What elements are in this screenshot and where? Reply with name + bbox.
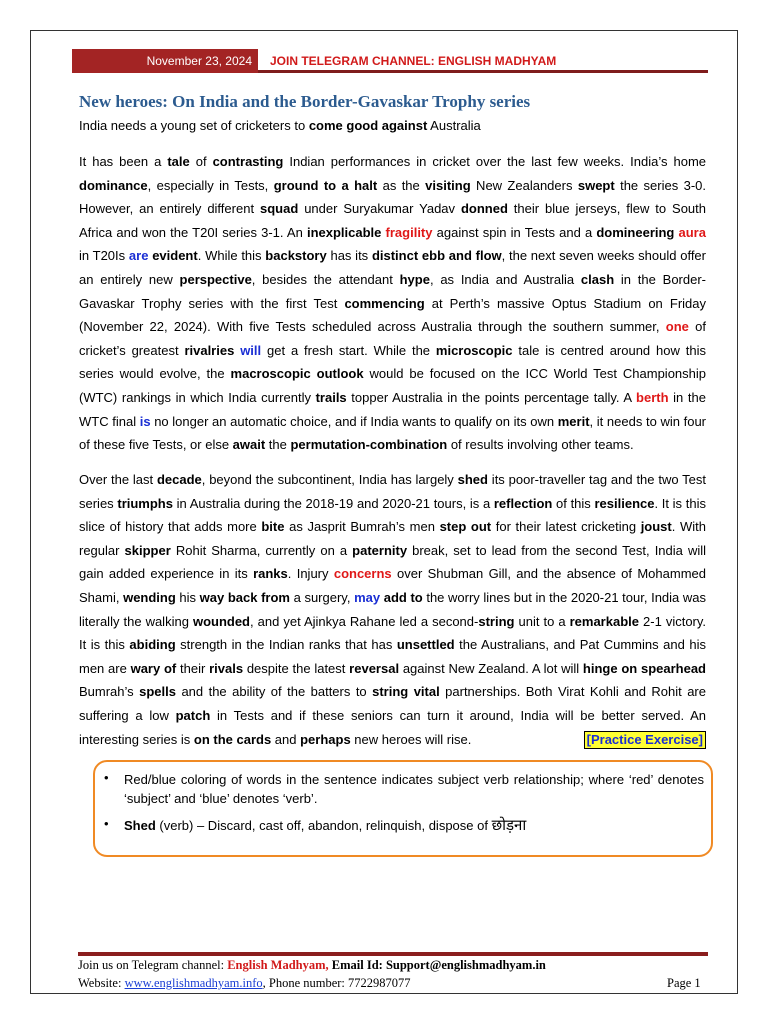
vocab-highlight: dominance [79,177,148,193]
vocab-definition: (verb) – Discard, cast off, abandon, relinquish, dispose of [155,818,492,833]
subject-word: fragility [385,224,433,240]
vocab-highlight: wary of [130,660,177,676]
vocab-highlight: trails [315,389,347,405]
bullet-icon: • [104,770,109,785]
verb-word: will [240,342,262,358]
article-subtitle [79,118,481,133]
header-telegram-cta: JOIN TELEGRAM CHANNEL: ENGLISH MADHYAM [270,54,557,68]
vocab-hindi: छोड़ना [491,817,527,834]
vocab-highlight: spells [139,684,176,700]
vocab-highlight: on the cards [193,731,272,747]
vocab-highlight: reversal [349,660,400,676]
article-paragraph-2: Over the last decade, beyond the subcontinent, India has largely shed its poor-traveller tag and the two Test series triumphs in Australia during the 2018-19 and 2020-21 tours, is a reflection of this resilience. It is this slice of history that adds more bite as Jasprit Bumrah’s men step out for their latest cricketing joust. With regular skipper Rohit Sharma, currently on a paternity break, set to lead from the second Test, India will gain added experience in its ranks. Injury concerns over Shubman Gill, and the absence of Mohammed Shami, wending his way back from a surgery, may add to the worry lines but in the 2020-21 tour, India was literally the walking wounded, and yet Ajinkya Rahane led a second-string unit to a remarkable 2-1 victory. It is this abiding strength in the Indian ranks that has unsettled the Australians, and Pat Cummins and his men are wary of their rivals despite the latest reversal against New Zealand. A lot will hinge on spearhead Bumrah’s spells and the ability of the batters to string vital partnerships. Both Virat Kohli and Rohit are suffering a low patch in Tests and if these seniors can turn it around, India will be better served. An interesting series is on the cards and perhaps new heroes will rise. [Practice Exercise] [79,472,707,747]
vocab-highlight: merit [557,413,590,429]
subtitle-text-end: Australia [427,118,481,133]
vocab-highlight: hinge on spearhead [582,660,706,676]
footer-line-1 [78,958,546,973]
vocab-highlight: reflection [493,495,553,511]
vocab-highlight: ground to a halt [273,177,378,193]
vocab-highlight: rivalries [184,342,235,358]
footer-line-2 [78,976,411,991]
vocab-highlight: domineering [596,224,675,240]
subject-word: berth [636,389,669,405]
vocab-highlight: shed [457,472,488,487]
subject-word: aura [678,224,706,240]
footer-channel[interactable]: English Madhyam, [227,958,329,972]
vocab-highlight: contrasting [212,154,284,169]
vocab-highlight: ranks [253,566,288,582]
vocab-highlight: tale [167,154,190,169]
vocab-highlight: permutation-combination [290,437,448,453]
vocab-highlight: way back from [199,589,290,605]
subtitle-text: India needs a young set of cricketers to [79,118,309,133]
vocab-highlight: triumphs [117,495,173,511]
vocab-highlight: remarkable [569,613,639,629]
vocab-highlight: perspective [179,271,252,287]
vocab-highlight: skipper [124,542,171,558]
vocab-highlight: microscopic [435,342,513,358]
vocab-highlight: patch [175,707,211,723]
vocab-highlight: inexplicable [306,224,382,240]
vocab-highlight: squad [259,201,299,217]
article-paragraph-1: It has been a tale of contrasting Indian performances in cricket over the last few weeks. India’s home dominance, especially in Tests, ground to a halt as the visiting New Zealanders swept the series 3-0. However, an entirely different squad under Suryakumar Yadav donned their blue jerseys, flew to South Africa and won the T20I series 3-1. An inexplicable fragility against spin in Tests and a domineering aura in T20Is are evident. While this backstory has its distinct ebb and flow, the next seven weeks should offer an entirely new perspective, besides the attendant hype, as India and Australia clash in the Border-Gavaskar Trophy series with the first Test commencing at Perth’s massive Optus Stadium on Friday (November 22, 2024). With five Tests scheduled across Australia through the southern summer, one of cricket’s greatest rivalries will get a fresh start. While the microscopic tale is centred around how this series would evolve, the macroscopic outlook would be focused on the ICC World Test Championship (WTC) rankings in which India currently trails topper Australia in the points percentage tally. A berth in the WTC final is no longer an automatic choice, and if India wants to qualify on its own merit, it needs to win four of these five Tests, or else await the permutation-combination of results involving other teams. [79,154,707,453]
article-title: New heroes: On India and the Border-Gavaskar Trophy series [79,92,531,111]
vocab-highlight: abiding [129,637,176,653]
vocab-highlight: add to [383,589,423,605]
vocab-highlight: evident [152,248,198,264]
verb-word: is [139,413,151,429]
footer-email: Email Id: Support@englishmadhyam.in [328,958,546,972]
vocab-highlight: visiting [425,177,471,193]
vocab-highlight: perhaps [300,731,351,747]
subject-word: one [665,319,689,335]
vocab-highlight: backstory [265,248,327,264]
vocab-highlight: unsettled [396,637,455,653]
vocab-highlight: bite [261,519,285,535]
vocab-highlight: string vital [372,684,440,700]
note-vocabulary [124,816,704,835]
vocab-highlight: commencing [344,295,425,311]
subtitle-phrase: come good against [308,118,428,133]
vocab-highlight: string [478,613,515,629]
verb-word: are [128,248,149,264]
footer-website-label: Website: [78,976,125,990]
footer-rule [78,952,708,956]
page-number: Page 1 [667,976,701,990]
vocab-highlight: wounded [192,613,250,629]
vocab-highlight: clash [580,271,615,287]
vocab-word: Shed [124,818,156,833]
vocab-highlight: decade [156,472,202,487]
vocab-highlight: distinct ebb and flow [371,248,502,264]
note-coloring: Red/blue coloring of words in the sentence indicates subject verb relationship; where ‘red’ denotes ‘subject’ and ‘blue’ denotes ‘verb’. [124,772,704,806]
vocab-highlight: rivals [209,660,244,676]
bullet-icon: • [104,816,109,831]
vocab-highlight: await [232,437,266,453]
footer-website-link[interactable]: www.englishmadhyam.info [124,976,263,990]
practice-exercise-link[interactable]: [Practice Exercise] [584,731,706,749]
vocab-highlight: donned [460,201,508,217]
vocab-highlight: resilience [594,495,655,511]
footer-telegram-label: Join us on Telegram channel: [78,958,228,972]
header-date: November 23, 2024 [72,49,258,73]
vocab-highlight: swept [577,177,615,193]
vocab-highlight: wending [123,589,176,605]
vocab-highlight: step out [439,519,492,535]
footer-phone: , Phone number: 7722987077 [262,976,411,990]
vocab-highlight: macroscopic outlook [230,366,364,382]
verb-word: may [354,589,381,605]
vocab-highlight: hype [399,271,430,287]
vocab-highlight: paternity [352,542,408,558]
subject-word: concerns [333,566,392,582]
vocab-highlight: joust [640,519,672,535]
